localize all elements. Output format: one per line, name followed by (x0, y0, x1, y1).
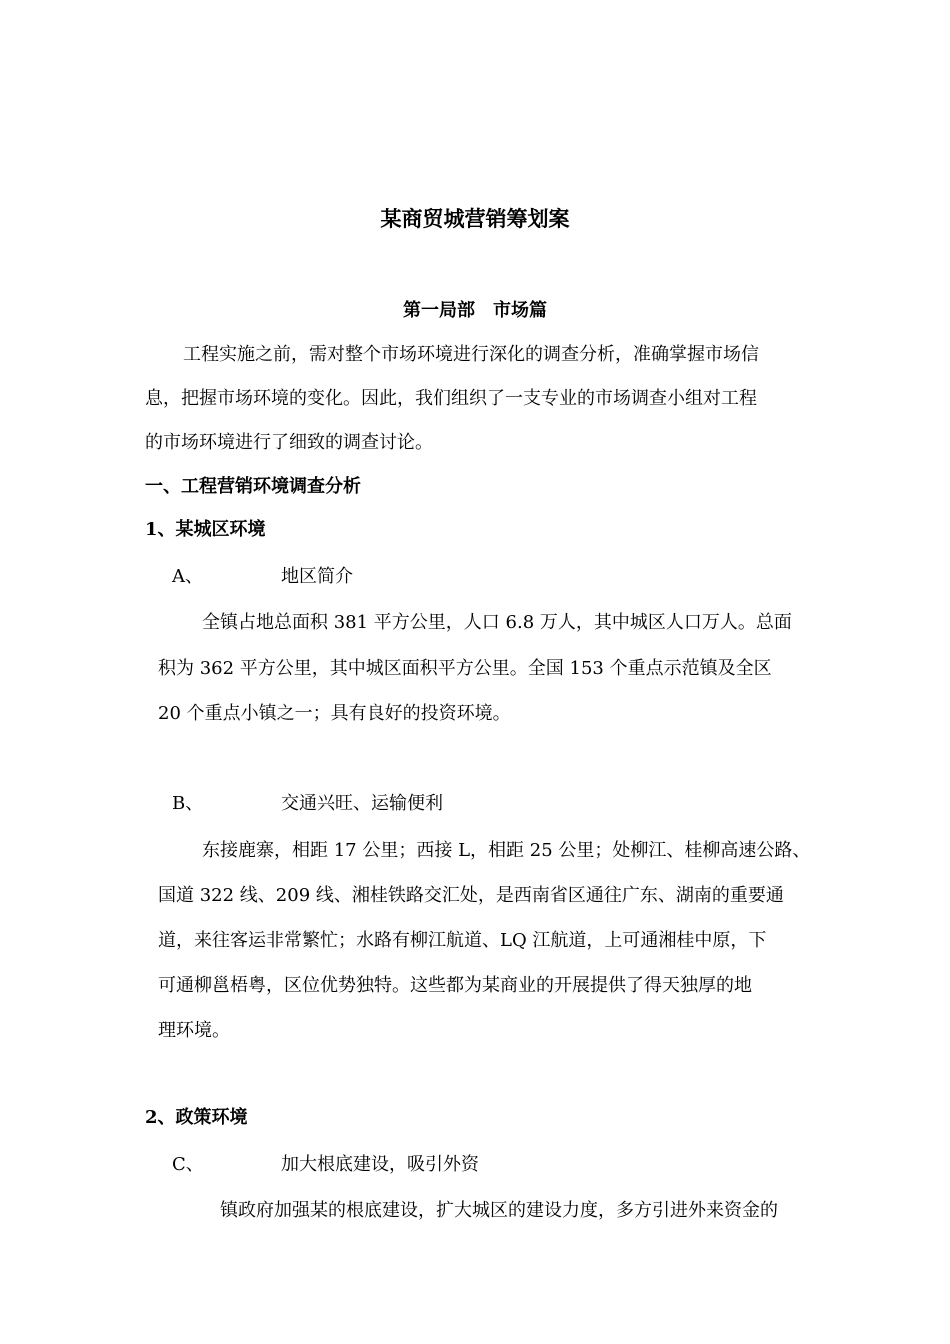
item-c-title: 加大根底建设，吸引外资 (281, 1154, 479, 1175)
item-a-line-2: 积为 362 平方公里，其中城区面积平方公里。全国 153 个重点示范镇及全区 (158, 658, 772, 679)
section-heading: 一、工程营销环境调查分析 (145, 476, 361, 497)
item-b-line-4: 可通柳邕梧粤，区位优势独特。这些都为某商业的开展提供了得天独厚的地 (158, 975, 752, 996)
item-a-line-3: 20 个重点小镇之一；具有良好的投资环境。 (158, 703, 511, 724)
document-title: 某商贸城营销筹划案 (380, 206, 570, 231)
item-b-line-1: 东接鹿寨，相距 17 公里；西接 L，相距 25 公里；处柳江、桂柳高速公路、 (202, 840, 811, 861)
intro-line-1: 工程实施之前，需对整个市场环境进行深化的调查分析，准确掌握市场信 (183, 344, 759, 365)
subsection-heading-2: 2、政策环境 (145, 1107, 248, 1128)
subsection-heading-1: 1、某城区环境 (145, 519, 266, 540)
item-b-letter: B、 (172, 793, 204, 814)
item-b-title: 交通兴旺、运输便利 (281, 793, 443, 814)
item-a-line-1: 全镇占地总面积 381 平方公里，人口 6.8 万人，其中城区人口万人。总面 (202, 612, 792, 633)
item-c-line-1: 镇政府加强某的根底建设，扩大城区的建设力度，多方引进外来资金的 (220, 1200, 778, 1221)
item-c-letter: C、 (172, 1154, 204, 1175)
item-b-line-5: 理环境。 (158, 1020, 230, 1041)
intro-line-2: 息，把握市场环境的变化。因此，我们组织了一支专业的市场调查小组对工程 (145, 388, 757, 409)
item-b-line-3: 道，来往客运非常繁忙；水路有柳江航道、LQ 江航道，上可通湘桂中原，下 (158, 930, 767, 951)
item-a-title: 地区简介 (281, 566, 353, 587)
item-b-line-2: 国道 322 线、209 线、湘桂铁路交汇处，是西南省区通往广东、湖南的重要通 (158, 885, 784, 906)
item-a-letter: A、 (172, 566, 203, 587)
intro-line-3: 的市场环境进行了细致的调查讨论。 (145, 432, 433, 453)
part-title: 第一局部 市场篇 (403, 300, 547, 321)
